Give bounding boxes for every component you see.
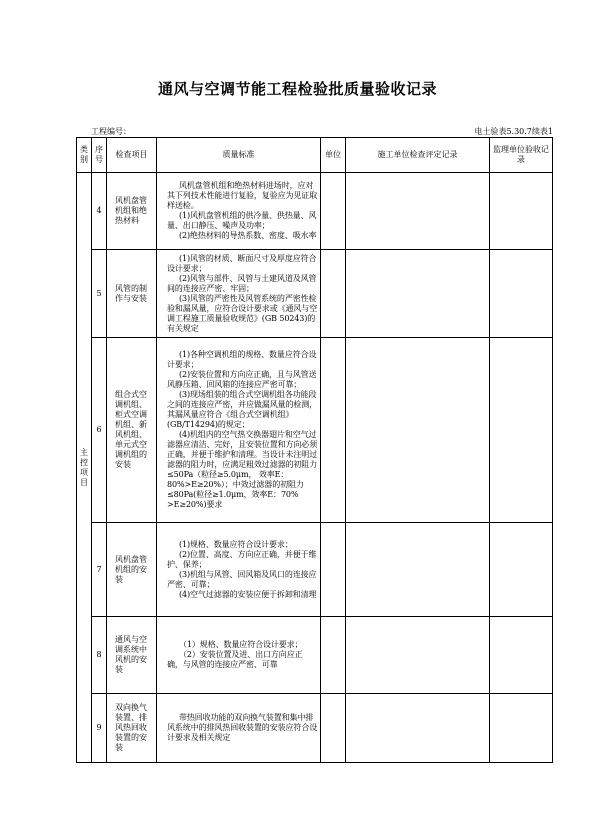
table-header-row (77, 138, 553, 173)
row-number: 5 (92, 250, 107, 338)
supervisor-record-cell (490, 250, 553, 338)
standard-line: (1)规格、数量应符合设计要求； (179, 539, 293, 549)
unit-cell (321, 250, 346, 338)
standard-line: (1)各种空调机组的规格、数量应符合设计要求； (167, 350, 317, 369)
quality-standard (157, 617, 321, 694)
quality-standard (157, 694, 321, 763)
standard-line: (4)机组内的空气热交换器翅片和空气过滤器应清洁、完好，且安装位置和方向必须正确，并便于维护和清理。当设计未注明过滤器的阻力时，应满足粗效过滤器的初阻力≤50Pa（粒径≥5.0μm， 效率E： 80%>E≥20%）；中效过滤器的初阻力≤80Pa(粒径≥1.0μm，效率E：70% >E≥20%)要求 (167, 430, 318, 509)
contractor-record-cell (346, 523, 490, 617)
contractor-record-cell (346, 617, 490, 694)
quality-standard (157, 250, 321, 338)
contractor-record-cell (346, 694, 490, 763)
row-number: 8 (92, 617, 107, 694)
row-number: 4 (92, 173, 107, 250)
supervisor-record-cell (490, 694, 553, 763)
standard-line: (3)风管的严密性及风管系统的严密性检验和漏风量，应符合设计要求或《通风与空调工程施工质量验收规范》(GB 50243)的有关规定 (167, 293, 318, 333)
standard-line: (1)风机盘管机组的供冷量、供热量、风量、出口静压、噪声及功率； (167, 211, 317, 230)
contractor-record-cell (346, 338, 490, 523)
row-number: 6 (92, 338, 107, 523)
contractor-record-cell (346, 173, 490, 250)
unit-cell (321, 523, 346, 617)
header-item: 检查项目 (107, 138, 157, 173)
standard-line: (2)位置、高度、方向应正确，并便于维护、保养； (167, 549, 317, 569)
check-item: 双向换气装置、排风热回收装置的安装 (107, 694, 157, 763)
supervisor-record-cell (490, 173, 553, 250)
unit-cell (321, 694, 346, 763)
row-number: 7 (92, 523, 107, 617)
inspection-table (76, 137, 553, 763)
row-number: 9 (92, 694, 107, 763)
header-unit: 单位 (321, 138, 346, 173)
check-item: 通风与空调系统中风机的安装 (107, 617, 157, 694)
standard-line: (1)风管的材质、断面尺寸及厚度应符合设计要求； (167, 253, 317, 273)
project-no-label: 工程编号： (91, 127, 131, 136)
check-item: 风管的制作与安装 (107, 250, 157, 338)
category-label: 主控项目 (80, 447, 88, 487)
standard-line: (3)现场组装的组合式空调机组各功能段之间的连接应严密，并应做漏风量的检测，其漏风量应符合《组合式空调机组》(GB/T14294)的规定； (167, 390, 318, 429)
check-item: 风机盘管机组和绝热材料 (107, 173, 157, 250)
supervisor-record-cell (490, 617, 553, 694)
table-row (77, 173, 553, 250)
check-item: 组合式空调机组、柜式空调机组、新风机组、单元式空调机组的安装 (107, 338, 157, 523)
standard-line: （2）安装位置及进、出口方向应正确，与风管的连接应严密、可靠 (167, 650, 303, 669)
quality-standard (157, 338, 321, 523)
table-row (77, 523, 553, 617)
category-cell (77, 173, 92, 763)
quality-standard (157, 523, 321, 617)
table-row (77, 617, 553, 694)
standard-line: (4)空气过滤器的安装应便于拆卸和清理 (179, 589, 317, 599)
standard-line: 带热回收功能的双向换气装置和集中排风系统中的排风热回收装置的安装应符合设计要求及相关规定 (167, 713, 318, 742)
table-row (77, 694, 553, 763)
unit-cell (321, 173, 346, 250)
table-row (77, 338, 553, 523)
contractor-record-cell (346, 250, 490, 338)
standard-line: (2)风管与部件、风管与土建风道及风管间的连接应严密、牢固； (167, 273, 317, 293)
header-seq: 序号 (92, 138, 107, 173)
supervisor-record-cell (490, 338, 553, 523)
standard-line: 风机盘管机组和绝热材料进场时，应对其下列技术性能进行复验，复验应为见证取样送检。 (167, 181, 318, 210)
standard-line: (2)绝热材料的导热系数、密度、吸水率 (179, 231, 317, 240)
standard-line: （1）规格、数量应符合设计要求； (179, 640, 303, 649)
header-supervisor: 监理单位验收记录 (490, 138, 553, 173)
standard-line: (2)安装位置和方向应正确，且与风管送风静压箱、回风箱的连接应严密可靠； (167, 370, 317, 389)
quality-standard (157, 173, 321, 250)
table-row (77, 250, 553, 338)
header-category: 类别 (77, 138, 92, 173)
supervisor-record-cell (490, 523, 553, 617)
check-item: 风机盘管机组的安装 (107, 523, 157, 617)
header-standard: 质量标准 (157, 138, 321, 173)
form-code: 电土验表5.30.7续表1 (474, 127, 553, 136)
page-title: 通风与空调节能工程检验批质量验收记录 (157, 80, 437, 98)
header-contractor: 施工单位检查评定记录 (346, 138, 490, 173)
standard-line: (3)机组与风管、回风箱及风口的连接应严密、可靠； (167, 569, 317, 589)
unit-cell (321, 338, 346, 523)
unit-cell (321, 617, 346, 694)
